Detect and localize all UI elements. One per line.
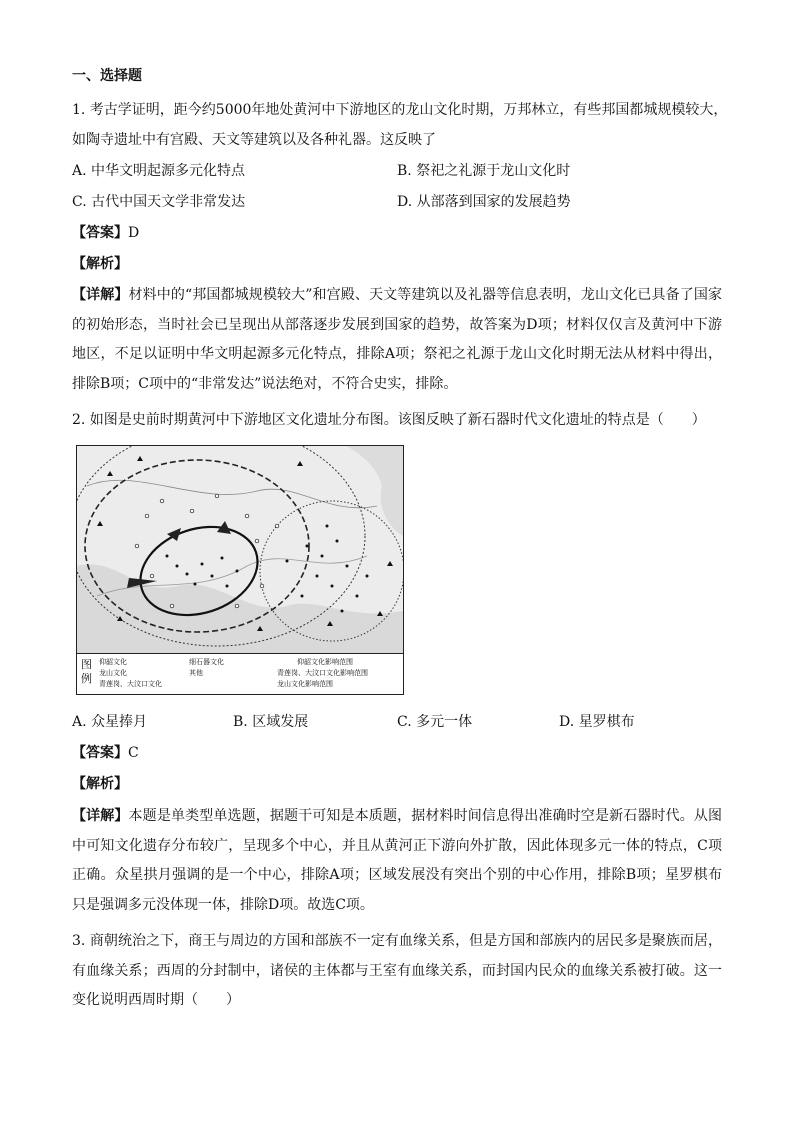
legend-title: 图例	[81, 658, 92, 685]
q1-detail	[72, 281, 722, 399]
q1-answer	[72, 223, 139, 243]
q2-option-a: A. 众星捧月	[72, 714, 148, 730]
q1-stem-line1: 1. 考古学证明，距今约5000年地处黄河中下游地区的龙山文化时期，万邦林立，有些邦国都城规模较大，	[72, 102, 728, 118]
legend-other: 其他	[189, 669, 203, 677]
q1-stem-line2: 如陶寺遗址中有宫殿、天文等建筑以及各种礼器。这反映了	[72, 132, 436, 148]
q2-answer-label: 【答案】	[72, 745, 128, 761]
legend-yangshao: 仰韶文化	[99, 658, 127, 666]
legend-longshan: 龙山文化	[99, 669, 127, 677]
q1-option-b: B. 祭祀之礼源于龙山文化时	[397, 163, 571, 179]
q1-option-c: C. 古代中国天文学非常发达	[72, 194, 246, 210]
q2-option-b: B. 区域发展	[233, 714, 309, 730]
legend-xishiwu: 细石器文化	[189, 658, 224, 666]
q2-detail	[72, 802, 722, 920]
map-image	[77, 446, 403, 654]
q3-stem: 3. 商朝统治之下，商王与周边的方国和部族不一定有血缘关系，但是方国和部族内的居民多是聚族而居，有血缘关系；西周的分封制中，诸侯的主体都与王室有血缘关系，而封国内民众的血缘关系被打破。这一变化说明西周时期（ ）	[72, 933, 722, 1008]
q2-analysis-label: 【解析】	[72, 776, 128, 792]
map-legend	[77, 653, 403, 694]
q1-option-d: D. 从部落到国家的发展趋势	[397, 194, 571, 210]
q1-analysis-label: 【解析】	[72, 256, 128, 272]
q2-answer-value: C	[128, 745, 139, 761]
q2-answer	[72, 743, 139, 763]
q1-answer-value: D	[128, 225, 140, 241]
legend-range-yangshao: 仰韶文化影响范围	[297, 658, 353, 666]
q2-option-d: D. 星罗棋布	[559, 714, 635, 730]
q2-map-figure	[76, 445, 404, 695]
q2-detail-text: 本题是单类型单选题，据题干可知是本质题，据材料时间信息得出准确时空是新石器时代。从图中可知文化遗存分布较广，呈现多个中心，并且从黄河正下游向外扩散，因此体现多元一体的特点，C项正确。众星拱月强调的是一个中心，排除A项；区域发展没有突出个别的中心作用，排除B项；星罗棋布只是强调多元没体现一体，排除D项。故选C项。	[72, 808, 723, 913]
q1-option-a: A. 中华文明起源多元化特点	[72, 163, 246, 179]
legend-range-longshan: 龙山文化影响范围	[277, 680, 333, 688]
q1-detail-text: 材料中的“邦国都城规模较大”和宫殿、天文等建筑以及礼器等信息表明，龙山文化已具备了国家的初始形态，当时社会已呈现出从部落逐步发展到国家的趋势，故答案为D项；材料仅仅言及黄河中下游地区，不足以证明中华文明起源多元化特点，排除A项；祭祀之礼源于龙山文化时期无法从材料中得出，排除B项；C项中的“非常发达”说法绝对，不符合史实，排除。	[72, 287, 723, 392]
q1-answer-label: 【答案】	[72, 225, 128, 241]
q2-option-c: C. 多元一体	[397, 714, 473, 730]
section-title: 一、选择题	[72, 68, 142, 84]
legend-qinglian: 青莲岗、大汶口文化	[99, 680, 162, 688]
q1-detail-label: 【详解】	[72, 287, 129, 303]
legend-range-qinglian: 青莲岗、大汶口文化影响范围	[277, 669, 368, 677]
q2-stem: 2. 如图是史前时期黄河中下游地区文化遗址分布图。该图反映了新石器时代文化遗址的特点是（ ）	[72, 412, 706, 428]
q2-detail-label: 【详解】	[72, 808, 129, 824]
